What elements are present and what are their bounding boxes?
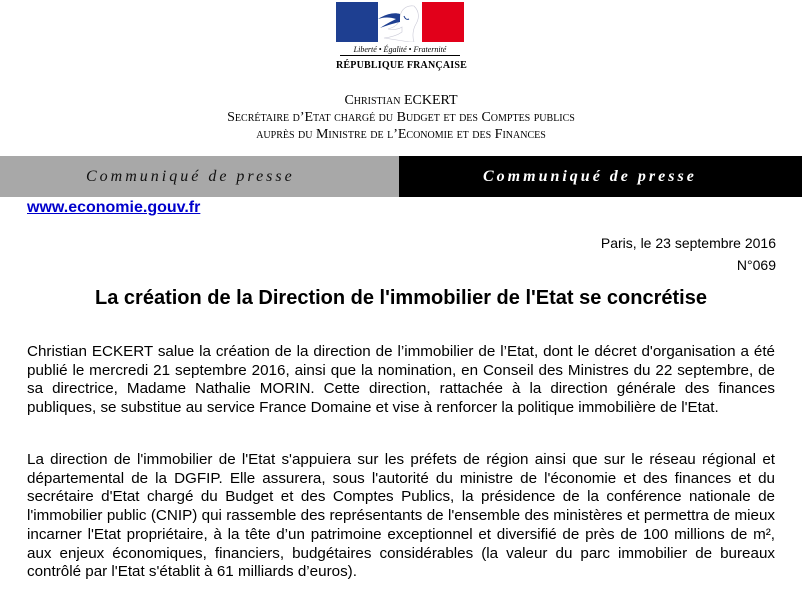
- press-release-banner-right: [399, 156, 802, 197]
- paragraph-2: La direction de l'immobilier de l'Etat s'appuiera sur les préfets de région ainsi que sur le réseau régional et départemental de la DGFIP. Elle assurera, sous l'autorité du ministre de l'économie et des finances et du secrétaire d'Etat chargé du Budget et des Comptes Publics, la présidence de la conférence nationale de l'immobilier public (CNIP) qui rassemble des représentants de l'ensemble des ministères et permettra de mieux incarner l'Etat propriétaire, à la tête d’un patrimoine exceptionnel et diversifié de près de 100 millions de m², aux enjeux économiques, financiers, budgétaires considérables (la valeur du parc immobilier de bureaux contrôlé par l'Etat s'établit à 61 milliards d’euros).: [27, 451, 775, 581]
- banner-right-label: Communiqué de presse: [483, 168, 697, 185]
- logo-divider: [340, 55, 460, 56]
- press-release-title: La création de la Direction de l'immobilier de l'Etat se concrétise: [95, 287, 707, 309]
- marianne-icon: [370, 2, 426, 42]
- paragraph-1: Christian ECKERT salue la création de la direction de l’immobilier de l’Etat, dont le décret d'organisation a été publié le mercredi 21 septembre 2016, ainsi que la nomination, en Conseil des Ministres du 22 septembre, de sa directrice, Madame Nathalie MORIN. Cette direction, rattachée à la direction générale des finances publiques, se substitue au service France Domaine et vise à renforcer la politique immobilière de l'Etat.: [27, 343, 775, 417]
- minister-title: Secrétaire d’Etat chargé du Budget et des Comptes publics: [227, 110, 575, 125]
- press-release-banner-left: [0, 156, 399, 197]
- release-number: N°069: [736, 257, 776, 273]
- place-date: Paris, le 23 septembre 2016: [600, 235, 776, 251]
- republic-label: RÉPUBLIQUE FRANÇAISE: [336, 60, 467, 71]
- motto: Liberté • Égalité • Fraternité: [353, 45, 447, 54]
- minister-affiliation: auprès du Ministre de l’Economie et des Finances: [256, 127, 546, 142]
- website-link[interactable]: www.economie.gouv.fr: [27, 199, 201, 216]
- banner-left-label: Communiqué de presse: [86, 168, 295, 185]
- minister-name: Christian ECKERT: [344, 93, 458, 108]
